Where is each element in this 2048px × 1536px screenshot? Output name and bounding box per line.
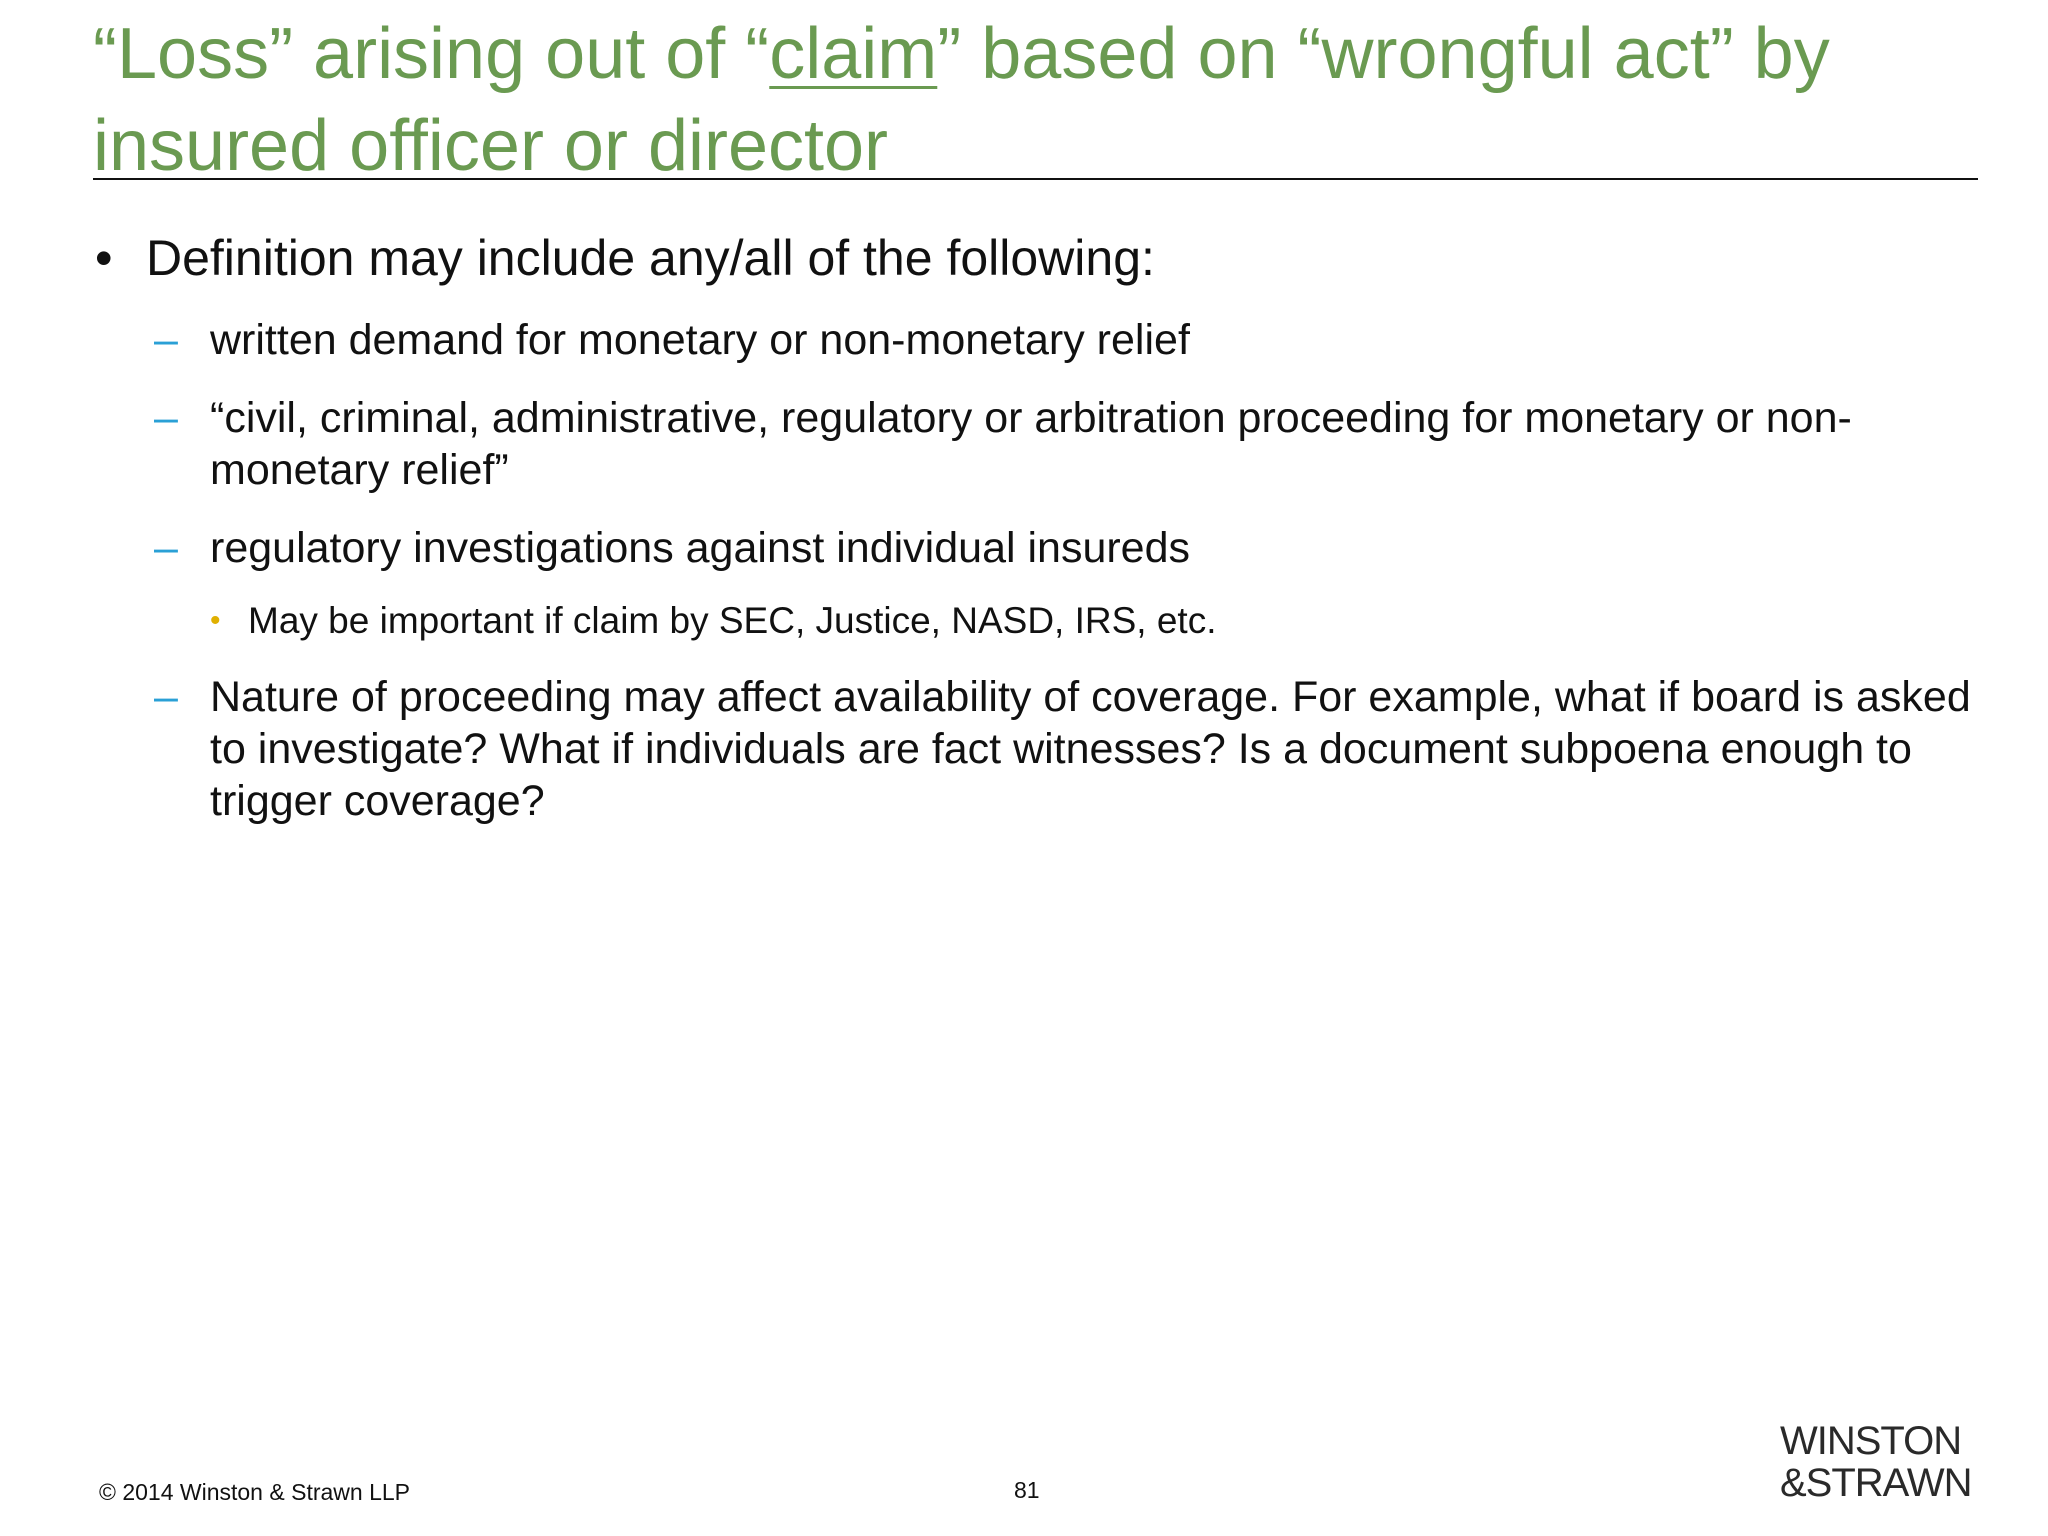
subitem-nature-of-proceeding: Nature of proceeding may affect availability of coverage. For example, what if board is asked to investigate? What if individuals are fact witnesses? Is a document subpoena enough to trigger coverage? xyxy=(210,673,1971,825)
dash-marker: – xyxy=(154,673,178,721)
subsubitem-sec-justice: May be important if claim by SEC, Justice, NASD, IRS, etc. xyxy=(248,600,1217,641)
subsub-bullet-marker: • xyxy=(210,604,221,637)
dash-marker: – xyxy=(154,524,178,572)
winston-strawn-logo xyxy=(1780,1420,1970,1504)
subitem-civil-criminal: “civil, criminal, administrative, regulatory or arbitration proceeding for monetary or non-monetary relief” xyxy=(210,394,1852,494)
logo-line2: &STRAWN xyxy=(1780,1461,1972,1505)
title-divider xyxy=(93,178,1978,180)
logo-line1: WINSTON xyxy=(1780,1419,1962,1463)
subitem-written-demand: written demand for monetary or non-monetary relief xyxy=(210,316,1190,364)
slide-title xyxy=(93,8,1983,192)
title-underlined-claim: claim xyxy=(769,14,938,94)
dash-marker: – xyxy=(154,316,178,364)
bullet-marker: • xyxy=(95,230,113,286)
title-part2: ” based on “wrongful act” by insured officer or director xyxy=(93,14,1830,186)
footer-copyright: © 2014 Winston & Strawn LLP xyxy=(99,1479,410,1505)
bullet-text: Definition may include any/all of the following: xyxy=(146,230,1155,286)
dash-marker: – xyxy=(154,394,178,442)
page-number: 81 xyxy=(1014,1477,1040,1503)
subitem-regulatory-investigations: regulatory investigations against individual insureds xyxy=(210,524,1191,572)
title-part1: “Loss” arising out of “ xyxy=(93,14,770,94)
